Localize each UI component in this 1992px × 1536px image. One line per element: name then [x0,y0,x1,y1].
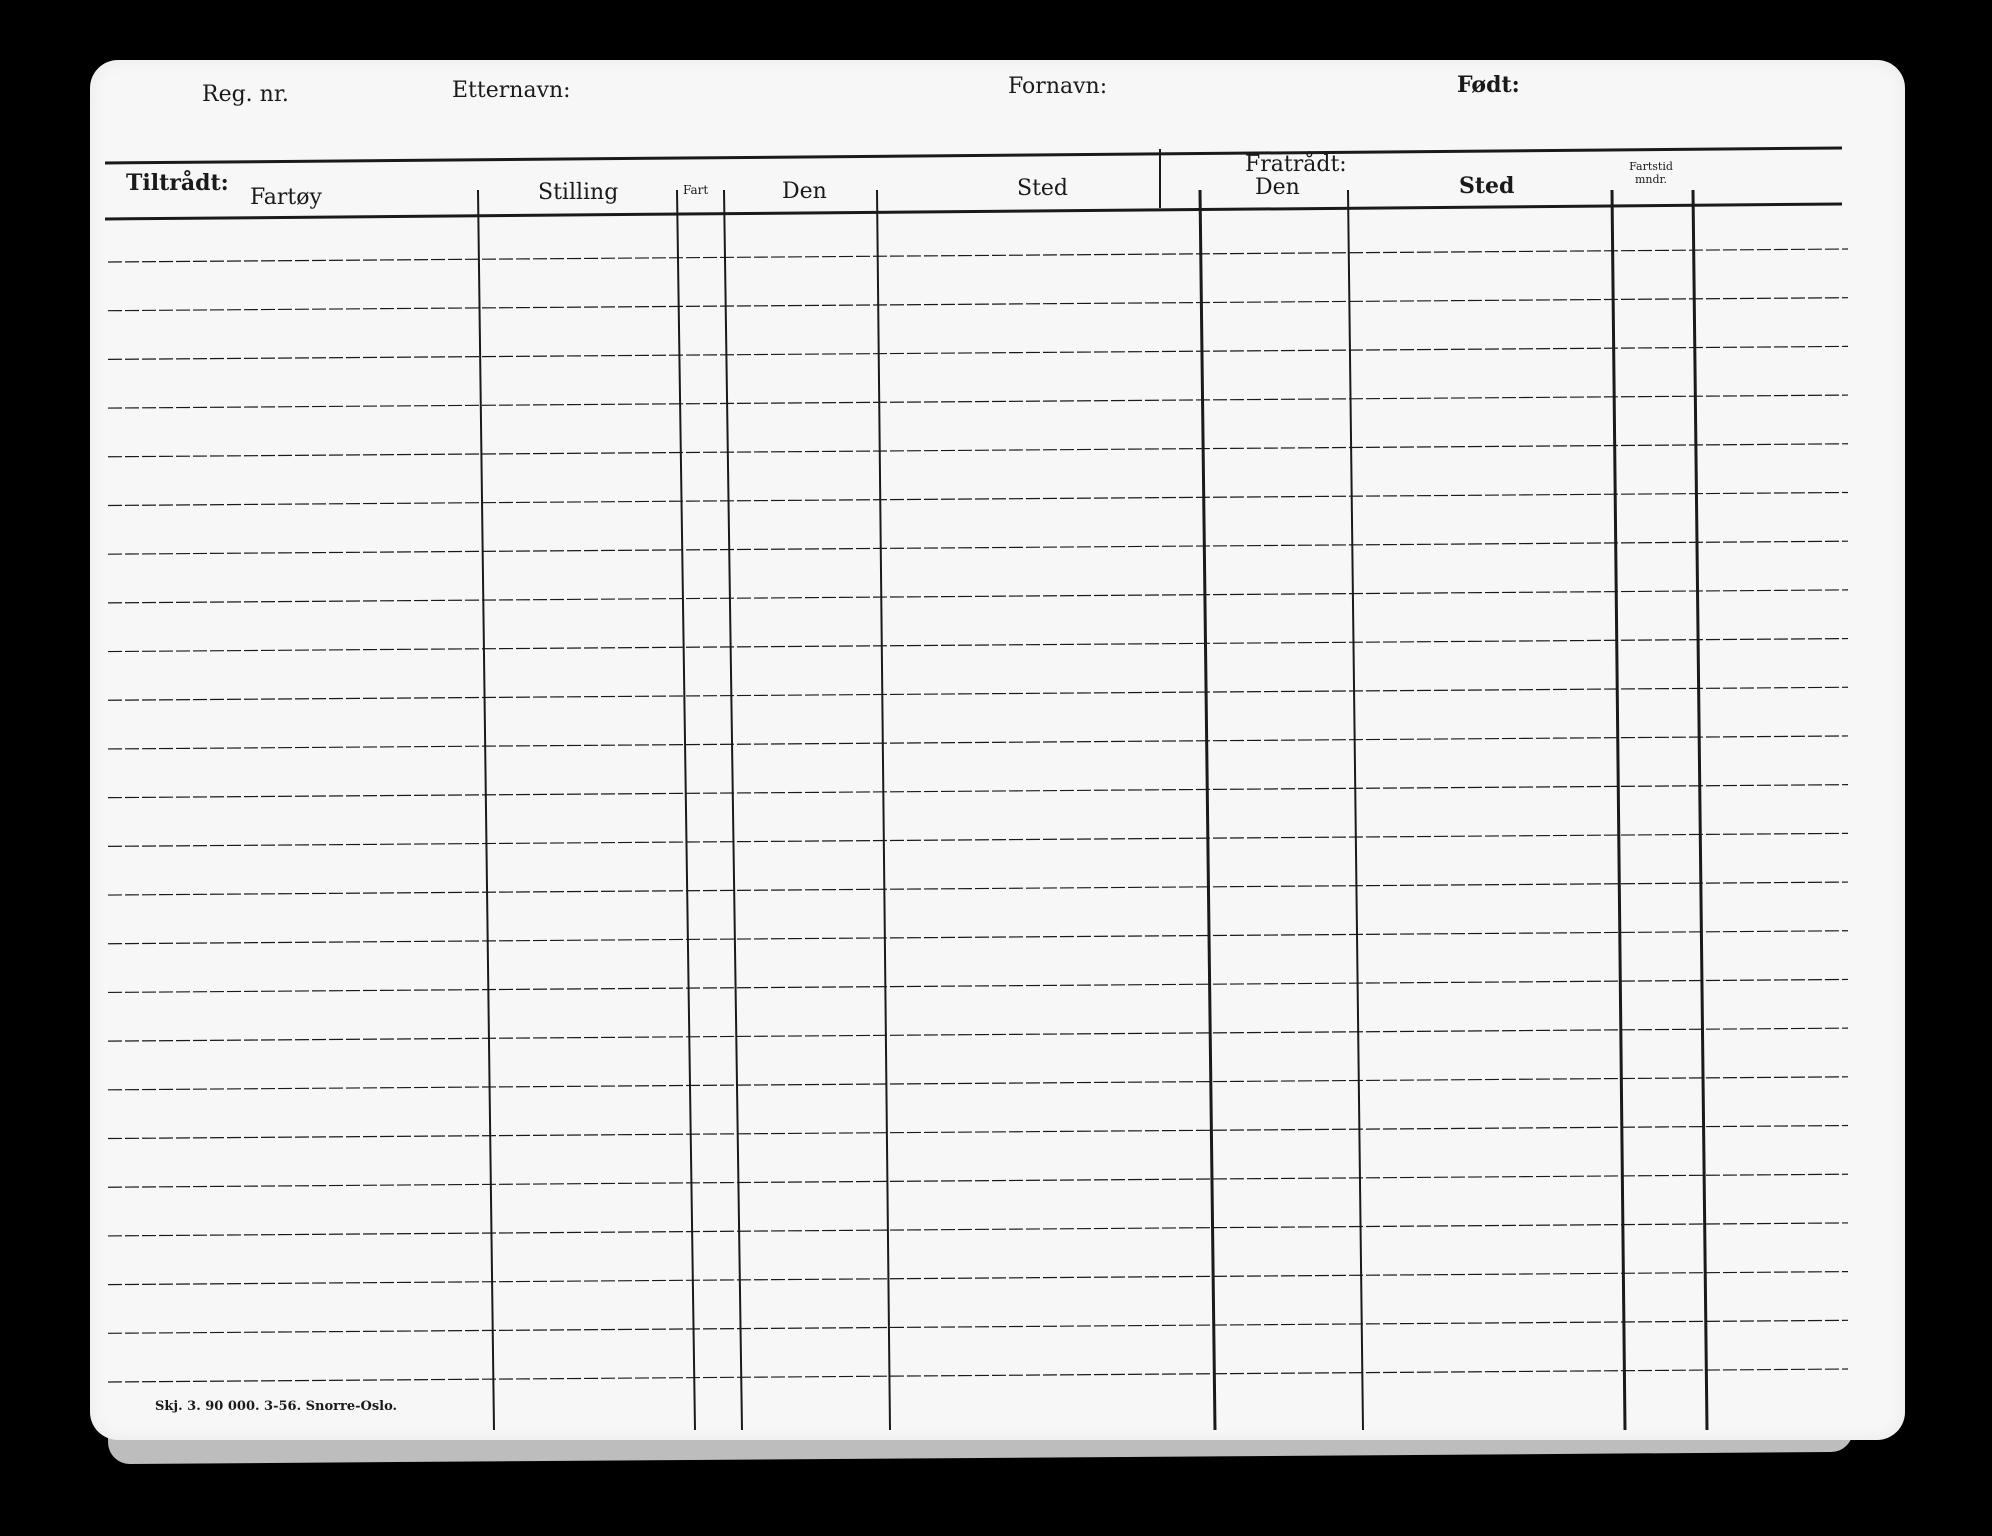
ruled-row-line [108,298,1848,311]
ruled-row-line [108,346,1848,359]
etternavn-label: Etternavn: [452,78,571,103]
ruled-row-line [108,931,1848,944]
divider-fartstid-last [1693,190,1707,1430]
record-card [90,60,1905,1440]
ruled-row-line [108,1077,1848,1090]
tiltradt-label: Tiltrådt: [126,170,229,196]
ruled-row-line [108,1126,1848,1139]
column-stilling: Stilling [538,180,619,205]
divider-stilling-fart [677,190,695,1430]
ruled-row-line [108,1272,1848,1285]
ruled-row-line [108,1320,1848,1333]
ruled-row-line [108,1174,1848,1187]
ruled-row-line [108,979,1848,992]
fratradt-label: Fratrådt: [1245,152,1347,177]
ruled-row-line [108,395,1848,408]
divider-sted-fartstid [1612,190,1625,1430]
ruled-row-line [108,882,1848,895]
fornavn-label: Fornavn: [1008,74,1108,99]
column-fartoy: Fartøy [250,185,322,210]
divider-fartoy-stilling [478,190,494,1430]
ruled-row-line [108,492,1848,505]
ruled-row-line [108,1223,1848,1236]
fartstid-line-2: mndr. [1634,173,1668,186]
fodt-label: Født: [1457,72,1520,98]
ruled-row-line [108,1028,1848,1041]
header-top-rule [105,148,1842,163]
column-fart: Fart [683,183,709,197]
ruled-row-line [108,249,1848,262]
column-den-fratradt: Den [1255,175,1300,200]
ruled-row-line [108,444,1848,457]
divider-den-sted [877,190,890,1430]
ruled-row-line [108,785,1848,798]
ruled-row-line [108,687,1848,700]
ruled-row-line [108,639,1848,652]
ruled-row-line [108,833,1848,846]
divider-den-sted-fratradt [1348,190,1363,1430]
divider-tiltradt-fratradt [1200,190,1215,1430]
column-den-tiltradt: Den [782,179,827,204]
ruled-row-line [108,590,1848,603]
ruled-row-line [108,736,1848,749]
column-sted-fratradt: Sted [1459,173,1515,199]
column-sted-tiltradt: Sted [1017,176,1069,201]
ruled-row-line [108,541,1848,554]
fartstid-line-1: Fartstid [1629,160,1673,173]
ruled-row-line [108,1369,1848,1382]
card-ruling [90,60,1905,1440]
column-fartstid [1616,160,1686,186]
reg-nr-label: Reg. nr. [202,82,289,107]
divider-fart-den [724,190,742,1430]
print-imprint: Skj. 3. 90 000. 3-56. Snorre-Oslo. [155,1399,398,1414]
header-bottom-rule [105,204,1842,219]
